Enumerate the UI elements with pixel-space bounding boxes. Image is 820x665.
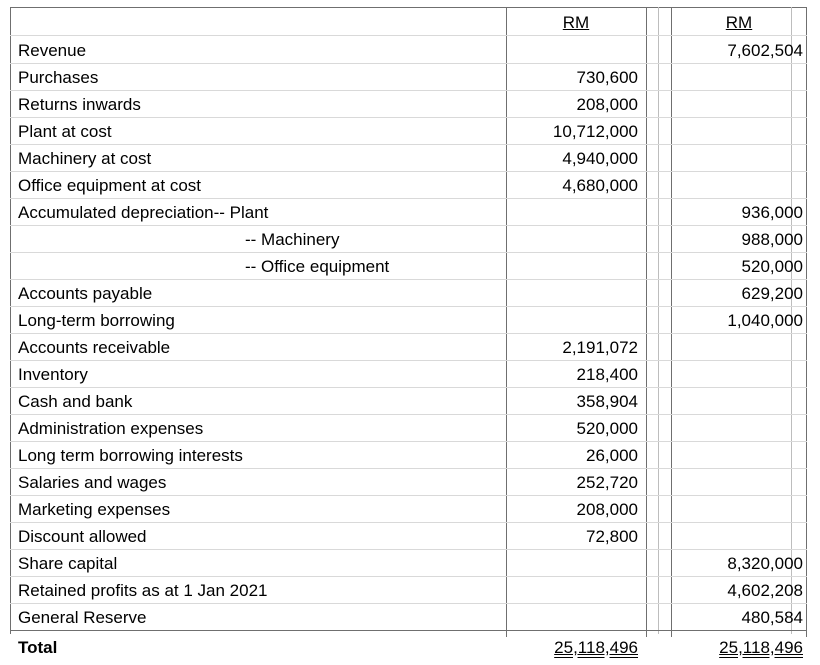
- row-label: General Reserve: [18, 608, 147, 627]
- row-col1: [506, 199, 638, 226]
- row-col1: 252,720: [576, 473, 638, 492]
- table-row: [10, 64, 807, 91]
- total-col2: 25,118,496: [719, 638, 803, 657]
- table-row: [10, 118, 807, 145]
- row-col2: [671, 91, 803, 118]
- row-col1: [506, 280, 638, 307]
- row-col2: [671, 334, 803, 361]
- row-col1: 358,904: [576, 392, 638, 411]
- row-col2: [671, 469, 803, 496]
- row-col2: [671, 496, 803, 523]
- col2-header: RM: [725, 13, 753, 32]
- row-col2: [671, 442, 803, 469]
- row-col2: [671, 523, 803, 550]
- table-row: [10, 550, 807, 577]
- row-label: Accounts payable: [18, 284, 153, 303]
- row-label: Machinery at cost: [18, 149, 152, 168]
- row-label: Plant at cost: [18, 122, 112, 141]
- row-col2: 629,200: [741, 284, 803, 303]
- table-top-border: [10, 7, 807, 8]
- row-col1: 208,000: [576, 500, 638, 519]
- col1-header: RM: [562, 13, 590, 32]
- row-col1: [506, 577, 638, 604]
- table-row: [10, 199, 807, 226]
- total-label: Total: [18, 638, 58, 657]
- table-row: [10, 469, 807, 496]
- row-col1: [506, 307, 638, 334]
- row-col2: [671, 361, 803, 388]
- row-label: Administration expenses: [18, 419, 204, 438]
- row-label: Office equipment at cost: [18, 176, 202, 195]
- row-col1: 72,800: [586, 527, 638, 546]
- table-row: [10, 577, 807, 604]
- row-col1: 520,000: [576, 419, 638, 438]
- row-col2: [671, 64, 803, 91]
- table-row: [10, 91, 807, 118]
- table-row: [10, 496, 807, 523]
- table-row: [10, 226, 807, 253]
- table-row: [10, 415, 807, 442]
- row-label: Returns inwards: [18, 95, 141, 114]
- row-col2: [671, 388, 803, 415]
- row-col1: [506, 550, 638, 577]
- row-col2: 8,320,000: [727, 554, 803, 573]
- row-label: Long term borrowing interests: [18, 446, 243, 465]
- row-label: Inventory: [18, 365, 88, 384]
- table-row: [10, 145, 807, 172]
- table-row: [10, 604, 807, 631]
- row-label: Share capital: [18, 554, 118, 573]
- row-col2: 936,000: [741, 203, 803, 222]
- table-row: [10, 523, 807, 550]
- table-row: [10, 334, 807, 361]
- row-label: Salaries and wages: [18, 473, 167, 492]
- table-row: [10, 172, 807, 199]
- row-col1: [506, 604, 638, 631]
- row-col2: 1,040,000: [727, 311, 803, 330]
- row-label: -- Machinery: [245, 230, 340, 249]
- table-row: [10, 253, 807, 280]
- row-col1: 2,191,072: [562, 338, 638, 357]
- row-col2: [671, 415, 803, 442]
- table-row: [10, 307, 807, 334]
- row-label: -- Office equipment: [245, 257, 390, 276]
- row-col1: 730,600: [576, 68, 638, 87]
- row-col1: [506, 226, 638, 253]
- row-col2: 4,602,208: [727, 581, 803, 600]
- header-row: [10, 9, 807, 36]
- table-row: [10, 361, 807, 388]
- row-col1: 26,000: [586, 446, 638, 465]
- row-label: Revenue: [18, 41, 87, 60]
- table-row: [10, 388, 807, 415]
- row-label: Retained profits as at 1 Jan 2021: [18, 581, 268, 600]
- row-col1: [506, 37, 638, 64]
- row-label: Long-term borrowing: [18, 311, 175, 330]
- row-col1: 218,400: [576, 365, 638, 384]
- table-row: [10, 280, 807, 307]
- total-col1: 25,118,496: [554, 638, 638, 657]
- trial-balance-table: [10, 7, 807, 665]
- table-row: [10, 442, 807, 469]
- row-col2: 988,000: [741, 230, 803, 249]
- row-col1: 4,680,000: [562, 176, 638, 195]
- row-col1: 208,000: [576, 95, 638, 114]
- row-col1: [506, 253, 638, 280]
- row-label: Discount allowed: [18, 527, 147, 546]
- row-label: Accumulated depreciation-- Plant: [18, 203, 269, 222]
- row-col2: 7,602,504: [727, 41, 803, 60]
- row-label: Purchases: [18, 68, 99, 87]
- row-label: Accounts receivable: [18, 338, 171, 357]
- total-row: [10, 633, 807, 663]
- row-col2: [671, 145, 803, 172]
- row-col2: [671, 118, 803, 145]
- row-label: Marketing expenses: [18, 500, 171, 519]
- row-col2: 480,584: [741, 608, 803, 627]
- row-label: Cash and bank: [18, 392, 133, 411]
- row-col2: 520,000: [741, 257, 803, 276]
- table-row: [10, 37, 807, 64]
- row-col1: 10,712,000: [552, 122, 638, 141]
- row-col1: 4,940,000: [562, 149, 638, 168]
- row-col2: [671, 172, 803, 199]
